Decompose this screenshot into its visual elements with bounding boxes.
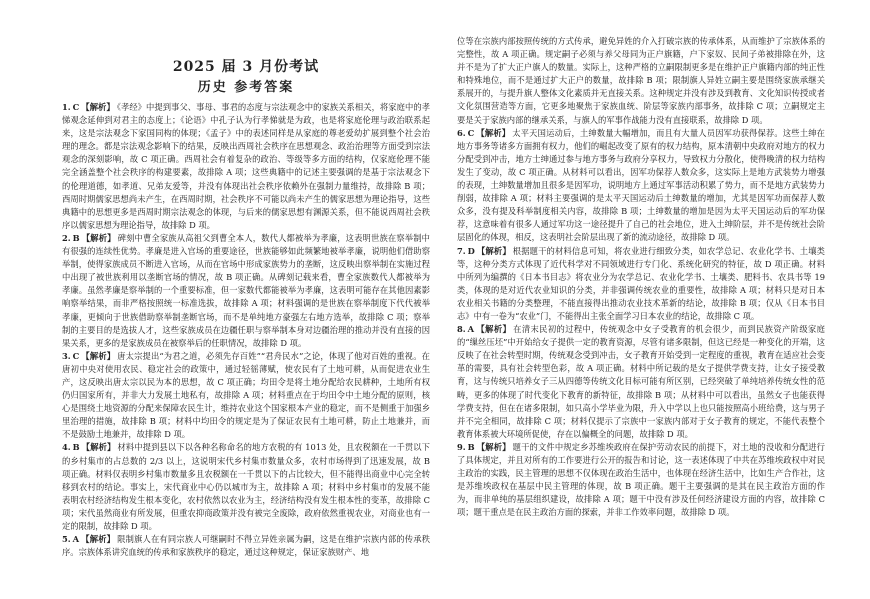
analysis-text: 限制旗人在有同宗族人可继嗣时不得立异姓亲属为嗣，这是在维护宗族内部的传承秩序。宗族体系讲究血统的传承和家族秩序的稳定，通过这种规定，保证家族财产、地 [62, 534, 430, 558]
analysis-tag: 【解析】 [81, 442, 116, 453]
question-1: 1. C 【解析】 《孝经》中提到事父、事母、事君的态度与宗法观念中的家族关系相关，将家庭中的孝悌观念延伸到对君主的态度上；《论语》中孔子认为行孝悌就是为政，也是将家庭伦理与政治联系起来，这是宗法观念下家国同构的体现；《孟子》中的表述同样是从家庭的尊老爱幼扩展到整个社会治理的理念。都是宗法观念影响下的结果，反映出西周社会秩序在思想观念、政治治理等方面受到宗法观念的深刻影响，故 C 项正确。西周社会有着复杂的政治、等级等多方面的结构，仅家庭伦理不能完全涵盖整个社会秩序的构建要素，故排除 A 项；这些典籍中的记述主要强调的是基于宗法观念下的伦理道德，如孝道、兄弟友爱等，并没有体现出社会秩序依赖外在强制力量维持，故排除 B 项；西周时期儒家思想尚未产生，在西周时期，社会秩序不可能以尚未产生的儒家思想为理论指导，这些典籍中的思想更多是西周时期宗法观念的体现，与后来的儒家思想有渊源关系，但不能说西周社会秩序以儒家思想为理论指导，故排除 D 项。 [62, 102, 430, 230]
question-4: 4. B 【解析】 材料中提到县以下以各种名称命名的地方农税的有 1013 处，且农税额在一千贯以下的乡村集市的占总数的 2/3 以上，这说明宋代乡村集市数量众多，农村市场得到了迅速发展，故 B 项正确。材料仅表明乡村集市数量多且农税额在一千贯以下的占比较大，但不能得出商业中心完全转移到农村的结论。事实上，宋代商业中心仍以城市为主，故排除 A 项；材料中乡村集市的发展不能表明农村经济结构发生根本变化，农村依然以农业为主，经济结构没有发生根本性的变革，故排除 C 项；宋代虽然商业有所发展，但重农抑商政策并没有被完全废除，政府依然重视农业，对商业也有一定的限制，故排除 D 项。 [62, 442, 430, 531]
analysis-text: 题干的文件中规定乡苏维埃政府在保护劳动农民的前提下，对土地的没收和分配进行了具体规定，并且对所有的工作要进行公开的报告和讨论，这一表述体现了中共在苏维埃政权中对民主政治的实践，民主管理的思想不仅体现在政治生活中，也体现在经济生活中，比如生产合作社，这是苏维埃政权在基层中民主管理的体现，故 B 项正确。题干主要强调的是其在民主政治方面的作为，而非单纯的基层组织建设，故排除 A 项；题干中没有涉及任何经济建设方面的内容，故排除 C 项；题干重点是在民主政治方面的探索，并非工作效率问题，故排除 D 项。 [457, 441, 825, 518]
answer-letter: C [72, 350, 80, 361]
answer-letter: B [72, 232, 80, 243]
analysis-text: 根据题干的材料信息可知，将农业进行细致分类，如农学总记、农业化学书、土壤类等，这种分类方式体现了近代科学对不同领域进行专门化、系统化研究的特征，故 D 项正确。材料中所列为编撰的《日本书目志》将农业分为农学总记、农业化学书、土壤类、肥料书、农具书等 19 类，体现的是对近代农业知识的分类，并非强调传统农业的重要性，故排除 A 项；材料只是对日本农业相关书籍的分类整理，不能直接得出推动农业技术革新的结论，故排除 B 项；仅从《日本书目志》中有一卷为“农业”门，不能得出主张全面学习日本农业的结论，故排除 C 项。 [457, 245, 825, 321]
question-9: 9. B 【解析】 题干的文件中规定乡苏维埃政府在保护劳动农民的前提下，对土地的没收和分配进行了具体规定，并且对所有的工作要进行公开的报告和讨论，这一表述体现了中共在苏维埃政权中对民主政治的实践，民主管理的思想不仅体现在政治生活中，也体现在经济生活中，比如生产合作社，这是苏维埃政权在基层中民主管理的体现，故 B 项正确。题干主要强调的是其在民主政治方面的作为，而非单纯的基层组织建设，故排除 A 项；题干中没有涉及任何经济建设方面的内容，故排除 C 项；题干重点是在民主政治方面的探索，并非工作效率问题，故排除 D 项。 [457, 441, 825, 518]
question-6: 6. C 【解析】 太平天国运动后，土绅数量大幅增加，而且有大量人员因军功获得保荐。这些土绅在地方事务等诸多方面拥有权力，他们的崛起改变了原有的权力结构，原本清朝中央政府对地方的权力分配受到冲击，地方士绅通过参与地方事务与政府分享权力，导致权力分散化，使得晚清的权力结构发生了变动，故 C 项正确。从材料可以看出，因军功保荐人数众多，这实际上是地方武装势力增强的表现，土绅数量增加且很多是因军功，说明地方上通过军事活动积累了势力，而不是地方武装势力削弱，故排除 A 项；材料主要强调的是太平天国运动后土绅数量的增加，尤其是因军功而保荐人数众多，没有提及科举制度相关内容，故排除 B 项；土绅数量的增加是因为太平天国运动后的军功保荐，这意味着有很多人通过军功这一途径提升了自己的社会地位，进入土绅阶层，并不是传统社会阶层固化的体现，相反，这表明社会阶层出现了新的流动途径，故排除 D 项。 [457, 127, 825, 243]
exam-title: 2025 届 3 月份考试 [172, 59, 320, 75]
right-column [457, 35, 825, 519]
question-3: 3. C 【解析】 唐太宗提出“为君之道，必须先存百姓”“君舟民水”之论，体现了他对百姓的重视。在唐初中央对使用农民、稳定社会的政策中，通过轻徭薄赋，使农民有了土地可耕，从而促进农业生产，这反映出唐太宗以民为本的思想，故 C 项正确；均田令是将土地分配给农民耕种，土地所有权仍归国家所有，并非大力发展土地私有，故排除 A 项；材料重点在于均田令中土地分配的原则，核心是围绕土地资源的分配来保障农民生计，维持农业这个国家根本产业的稳定，而不是侧重于加强乡里治理的措施，故排除 B 项；材料中均田令的规定是为了保证农民有土地可耕，防止土地兼并，而不是鼓励土地兼并，故排除 D 项。 [62, 350, 430, 440]
analysis-tag: 【解析】 [476, 324, 512, 335]
analysis-text: 碑刻中曹全家族从高祖父到曹全本人，数代人都被举为孝廉，这表明世族在察举制中有很强的连续性优势。孝廉是进入官场的重要途径，世族能够如此频繁地被举孝廉，说明他们借助察举制，使得家族成员不断进入官场，从而在官场中形成家族势力的垄断，这反映出察举制在实施过程中出现了被世族利用以垄断官场的情况，故 B 项正确。从碑刻记载来看，曹全家族数代人都被举为孝廉。虽然孝廉是察举制的一个重要标准，但一家数代都能被举为孝廉，这表明可能存在其他因素影响察举结果，而非严格按照统一标准选拔，故排除 A 项；材料强调的是世族在察举制度下代代被举孝廉，更倾向于世族借助察举制垄断官场，而不是单纯地方豪强左右地方选举，故排除 C 项；察举制的主要目的是选拔人才，这些家族成员在边疆任职与察举制本身对边疆治理的推动并没有直接的因果关系，更多的是家族成员在被察举后的任职情况，故排除 D 项。 [62, 232, 430, 348]
question-7: 7. D 【解析】 根据题干的材料信息可知，将农业进行细致分类，如农学总记、农业化学书、土壤类等，这种分类方式体现了近代科学对不同领域进行专门化、系统化研究的特征，故 D 项正确。材料中所列为编撰的《日本书目志》将农业分为农学总记、农业化学书、土壤类、肥料书、农具书等 19 类，体现的是对近代农业知识的分类，并非强调传统农业的重要性，故排除 A 项；材料只是对日本农业相关书籍的分类整理，不能直接得出推动农业技术革新的结论，故排除 B 项；仅从《日本书目志》中有一卷为“农业”门，不能得出主张全面学习日本农业的结论，故排除 C 项。 [457, 245, 825, 321]
exam-subtitle: 历史 参考答案 [197, 80, 295, 95]
analysis-tag: 【解析】 [476, 441, 511, 452]
answer-letter: A [72, 534, 80, 545]
analysis-text: 材料中提到县以下以各种名称命名的地方农税的有 1013 处，且农税额在一千贯以下的乡村集市的占总数的 2/3 以上，这说明宋代乡村集市数量众多，农村市场得到了迅速发展，故 B 项正确。材料仅表明乡村集市数量多且农税额在一千贯以下的占比较大，但不能得出商业中心完全转移到农村的结论。事实上，宋代商业中心仍以城市为主，故排除 A 项；材料中乡村集市的发展不能表明农村经济结构发生根本变化，农村依然以农业为主，经济结构没有发生根本性的变革，故排除 C 项；宋代虽然商业有所发展，但重农抑商政策并没有被完全废除，政府依然重视农业，对商业也有一定的限制，故排除 D 项。 [62, 442, 430, 531]
left-column [62, 101, 430, 559]
analysis-tag: 【解析】 [476, 127, 511, 138]
question-2: 2. B 【解析】 碑刻中曹全家族从高祖父到曹全本人，数代人都被举为孝廉，这表明世族在察举制中有很强的连续性优势。孝廉是进入官场的重要途径，世族能够如此频繁地被举孝廉，说明他们借助察举制，使得家族成员不断进入官场，从而在官场中形成家族势力的垄断，这反映出察举制在实施过程中出现了被世族利用以垄断官场的情况，故 B 项正确。从碑刻记载来看，曹全家族数代人都被举为孝廉。虽然孝廉是察举制的一个重要标准，但一家数代都能被举为孝廉，这表明可能存在其他因素影响察举结果，而非严格按照统一标准选拔，故排除 A 项；材料强调的是世族在察举制度下代代被举孝廉，更倾向于世族借助察举制垄断官场，而不是单纯地方豪强左右地方选举，故排除 C 项；察举制的主要目的是选拔人才，这些家族成员在边疆任职与察举制本身对边疆治理的推动并没有直接的因果关系，更多的是家族成员在被察举后的任职情况，故排除 D 项。 [62, 232, 430, 348]
analysis-tag: 【解析】 [81, 102, 115, 112]
answer-letter: B [72, 442, 80, 453]
answer-letter: C [72, 102, 80, 112]
analysis-text: 《孝经》中提到事父、事母、事君的态度与宗法观念中的家族关系相关，将家庭中的孝悌观念延伸到对君主的态度上；《论语》中孔子认为行孝悌就是为政，也是将家庭伦理与政治联系起来，这是宗法观念下家国同构的体现；《孟子》中的表述同样是从家庭的尊老爱幼扩展到整个社会治理的理念。都是宗法观念影响下的结果，反映出西周社会秩序在思想观念、政治治理等方面受到宗法观念的深刻影响，故 C 项正确。西周社会有着复杂的政治、等级等多方面的结构，仅家庭伦理不能完全涵盖整个社会秩序的构建要素，故排除 A 项；这些典籍中的记述主要强调的是基于宗法观念下的伦理道德，如孝道、兄弟友爱等，并没有体现出社会秩序依赖外在强制力量维持，故排除 B 项；西周时期儒家思想尚未产生，在西周时期，社会秩序不可能以尚未产生的儒家思想为理论指导，这些典籍中的思想更多是西周时期宗法观念的体现，与后来的儒家思想有渊源关系，但不能说西周社会秩序以儒家思想为理论指导，故排除 D 项。 [62, 102, 430, 230]
answer-letter: C [467, 127, 475, 138]
question-8: 8. A 【解析】 在清末民初的过程中，传统观念中女子受教育的机会很少，而到民族资产阶级家庭的“缫丝压坯”中开始给女子提供一定的教育资源，尽管有诸多限制，但这已经是一种变化的开端，这反映了在社会转型时期，传统观念受到冲击，女子教育开始受到一定程度的重视，教育在适应社会变革的需要，具有社会转型色彩，故 A 项正确。材料中所记载的是女子提供学费支持，让女子接受教育，这与传统只培养女子三从四德等传统文化目标可能有所区别，已经突破了单纯培养传统女性的范畴，更多的体现了时代变化下教育的新特征，故排除 B 项；从材料中可以看出，虽然女子也能获得学费支持，但在在诸多限制，如只高小学毕业为限，升入中学以上也只能按照高小班给费，这与男子并不完全相同，故排除 C 项；材料仅提示了宗族中一家族内部对于女子教育的规定，不能代表整个教育体系被大环境所促使，存在以偏概全的问题，故排除 D 项。 [457, 324, 825, 439]
question-5-continuation: 位等在宗族内部按照传统的方式传承，避免异姓的介入打破宗族的传承体系，从而维护了宗族体系的完整性，故 A 项正确。规定嗣子必须与养父母同为正户旗籍，户下家奴、民间子弟被排除在外，这并不是为了扩大正户旗人的数量。实际上，这种严格的立嗣限制更多是在维护正户旗籍内部的纯正性和特殊地位，而不是通过扩大正户的数量，故排除 B 项；限制旗人异姓立嗣主要是围绕家族承继关系展开的，与提升旗人整体文化素质并无直接关系。这种规定并没有涉及到教育、文化知识传授或者文化氛围营造等方面，它更多地聚焦于家族血统、阶层等家族内部事务，故排除 C 项；立嗣规定主要是关于家族内部的继承关系，与旗人的军事作战能力没有直接联系，故排除 D 项。 [457, 36, 825, 125]
analysis-text: 在清末民初的过程中，传统观念中女子受教育的机会很少，而到民族资产阶级家庭的“缫丝压坯”中开始给女子提供一定的教育资源，尽管有诸多限制，但这已经是一种变化的开端，这反映了在社会转型时期，传统观念受到冲击，女子教育开始受到一定程度的重视，教育在适应社会变革的需要，具有社会转型色彩，故 A 项正确。材料中所记载的是女子提供学费支持，让女子接受教育，这与传统只培养女子三从四德等传统文化目标可能有所区别，已经突破了单纯培养传统女性的范畴，更多的体现了时代变化下教育的新特征，故排除 B 项；从材料中可以看出，虽然女子也能获得学费支持，但在在诸多限制，如只高小学毕业为限，升入中学以上也只能按照高小班给费，这与男子并不完全相同，故排除 C 项；材料仅提示了宗族中一家族内部对于女子教育的规定，不能代表整个教育体系被大环境所促使，存在以偏概全的问题，故排除 D 项。 [457, 324, 825, 439]
analysis-text: 唐太宗提出“为君之道，必须先存百姓”“君舟民水”之论，体现了他对百姓的重视。在唐初中央对使用农民、稳定社会的政策中，通过轻徭薄赋，使农民有了土地可耕，从而促进农业生产，这反映出唐太宗以民为本的思想，故 C 项正确；均田令是将土地分配给农民耕种，土地所有权仍归国家所有，并非大力发展土地私有，故排除 A 项；材料重点在于均田令中土地分配的原则，核心是围绕土地资源的分配来保障农民生计，维持农业这个国家根本产业的稳定，而不是侧重于加强乡里治理的措施，故排除 B 项；材料中均田令的规定是为了保证农民有土地可耕，防止土地兼并，而不是鼓励土地兼并，故排除 D 项。 [62, 350, 430, 440]
analysis-tag: 【解析】 [476, 245, 511, 256]
analysis-tag: 【解析】 [81, 350, 116, 361]
question-5: 5. A 【解析】 限制旗人在有同宗族人可继嗣时不得立异姓亲属为嗣，这是在维护宗族内部的传承秩序。宗族体系讲究血统的传承和家族秩序的稳定，通过这种规定，保证家族财产、地 [62, 534, 430, 558]
answer-letter: B [467, 441, 475, 452]
analysis-tag: 【解析】 [81, 534, 116, 545]
answer-letter: D [467, 245, 475, 256]
answer-letter: A [467, 324, 475, 335]
analysis-tag: 【解析】 [81, 232, 116, 243]
analysis-text: 太平天国运动后，土绅数量大幅增加，而且有大量人员因军功获得保荐。这些土绅在地方事务等诸多方面拥有权力，他们的崛起改变了原有的权力结构，原本清朝中央政府对地方的权力分配受到冲击，地方士绅通过参与地方事务与政府分享权力，导致权力分散化，使得晚清的权力结构发生了变动，故 C 项正确。从材料可以看出，因军功保荐人数众多，这实际上是地方武装势力增强的表现，土绅数量增加且很多是因军功，说明地方上通过军事活动积累了势力，而不是地方武装势力削弱，故排除 A 项；材料主要强调的是太平天国运动后土绅数量的增加，尤其是因军功而保荐人数众多，没有提及科举制度相关内容，故排除 B 项；土绅数量的增加是因为太平天国运动后的军功保荐，这意味着有很多人通过军功这一途径提升了自己的社会地位，进入土绅阶层，并不是传统社会阶层固化的体现，相反，这表明社会阶层出现了新的流动途径，故排除 D 项。 [457, 127, 825, 243]
